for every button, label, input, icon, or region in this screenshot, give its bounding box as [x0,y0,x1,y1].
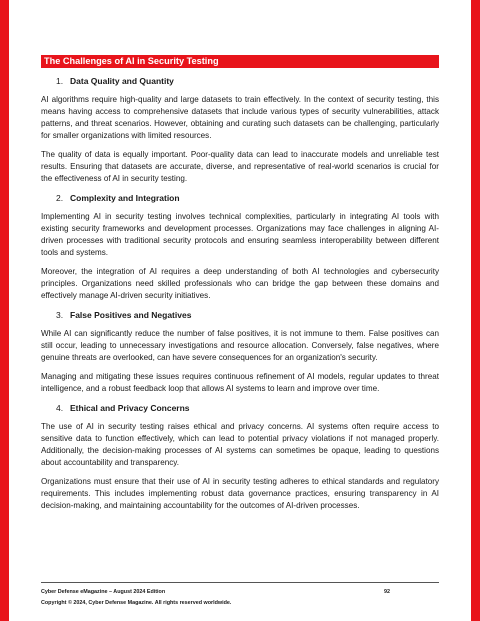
section-title: Data Quality and Quantity [70,76,174,86]
footer-row [41,589,439,595]
section-3 [41,309,439,395]
section-heading [56,402,439,414]
page-number: 92 [384,589,390,595]
section-4 [41,402,439,512]
right-red-edge [471,0,480,621]
paragraph: Moreover, the integration of AI requires a deep understanding of both AI technologies and cybersecurity principles. Organizations need skilled professionals who can bridge the gap between these domains and effectively manage AI-driven security initiatives. [41,267,439,300]
section-2 [41,192,439,302]
paragraph: The use of AI in security testing raises ethical and privacy concerns. AI systems often require access to sensitive data to function effectively, which can lead to potential privacy violations if not managed properly. Additionally, the decision-making processes of AI systems can sometimes be opaque, leading to questions about accountability and transparency. [41,422,439,467]
section-title: False Positives and Negatives [70,310,192,320]
section-heading [56,309,439,321]
section-number: 3. [56,310,64,320]
section-heading [56,192,439,204]
article-body [41,55,439,512]
section-number: 4. [56,403,64,413]
section-heading [56,75,439,87]
footer-divider [41,582,439,583]
page-footer [41,582,439,606]
paragraph: Managing and mitigating these issues requires continuous refinement of AI models, regular updates to threat intelligence, and a robust feedback loop that allows AI systems to learn and improve over time. [41,372,439,393]
paragraph: The quality of data is equally important. Poor-quality data can lead to inaccurate models and unreliable test results. Ensuring that datasets are accurate, diverse, and representative of real-world scenarios is crucial for the effectiveness of AI in security testing. [41,150,439,183]
section-1 [41,75,439,185]
section-number: 2. [56,193,64,203]
paragraph: While AI can significantly reduce the number of false positives, it is not immune to them. False positives can still occur, leading to unnecessary investigations and resource allocation. Conversely, false negatives, where genuine threats are overlooked, can have severe consequences for an organization's security. [41,329,439,362]
section-number: 1. [56,76,64,86]
section-title: Complexity and Integration [70,193,180,203]
section-title: Ethical and Privacy Concerns [70,403,190,413]
paragraph: AI algorithms require high-quality and large datasets to train effectively. In the context of security testing, this means having access to comprehensive datasets that include various types of security vulnerabilities, attack patterns, and threat scenarios. However, obtaining and curating such datasets can be challenging, particularly for smaller organizations with limited resources. [41,95,439,140]
copyright-notice: Copyright © 2024, Cyber Defense Magazine. All rights reserved worldwide. [41,600,232,606]
left-red-edge [0,0,9,621]
edition-label: Cyber Defense eMagazine – August 2024 Edition [41,589,166,595]
paragraph: Organizations must ensure that their use of AI in security testing adheres to ethical standards and regulatory requirements. This includes implementing robust data governance practices, ensuring transparency in AI decision-making, and maintaining accountability for the outcomes of AI-driven processes. [41,477,439,510]
section-banner: The Challenges of AI in Security Testing [41,55,439,68]
paragraph: Implementing AI in security testing involves technical complexities, particularly in integrating AI tools with existing security frameworks and development processes. Organizations may face challenges in aligning AI-driven processes with traditional security protocols and ensuring seamless interoperability between different tools and systems. [41,212,439,257]
